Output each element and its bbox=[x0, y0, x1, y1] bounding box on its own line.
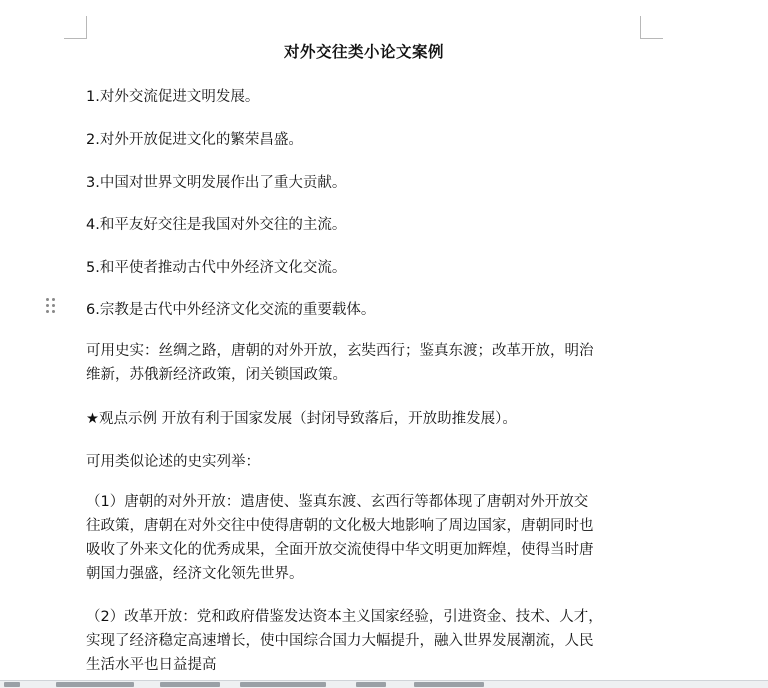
example-1-line-3: 吸收了外来文化的优秀成果，全面开放交流使得中华文明更加辉煌，使得当时唐 bbox=[86, 542, 594, 558]
status-item[interactable] bbox=[240, 682, 326, 687]
history-line-2: 维新，苏俄新经济政策，闭关锁国政策。 bbox=[86, 367, 347, 383]
example-1-line-1: （1）唐朝的对外开放：遣唐使、鉴真东渡、玄西行等都体现了唐朝对外开放交 bbox=[86, 494, 589, 510]
example-1-line-4: 朝国力强盛，经济文化领先世界。 bbox=[86, 566, 304, 582]
history-paragraph bbox=[86, 339, 642, 387]
point-4: 4.和平友好交往是我国对外交往的主流。 bbox=[86, 217, 347, 233]
example-1-paragraph bbox=[86, 490, 642, 586]
example-1-line-2: 往政策，唐朝在对外交往中使得唐朝的文化极大地影响了周边国家，唐朝同时也 bbox=[86, 518, 594, 534]
example-2-line-3: 生活水平也日益提高 bbox=[86, 657, 217, 673]
example-2-line-2: 实现了经济稳定高速增长，使中国综合国力大幅提升，融入世界发展潮流，人民 bbox=[86, 633, 594, 649]
point-3: 3.中国对世界文明发展作出了重大贡献。 bbox=[86, 175, 347, 191]
point-6: 6.宗教是古代中外经济文化交流的重要载体。 bbox=[86, 302, 376, 318]
page-corner-mark-right bbox=[640, 16, 663, 39]
point-5: 5.和平使者推动古代中外经济文化交流。 bbox=[86, 260, 347, 276]
status-item[interactable] bbox=[414, 682, 484, 687]
point-2: 2.对外开放促进文化的繁荣昌盛。 bbox=[86, 132, 303, 148]
example-2-line-1: （2）改革开放：党和政府借鉴发达资本主义国家经验，引进资金、技术、人才， bbox=[86, 609, 603, 625]
page-corner-mark-left bbox=[64, 16, 87, 39]
example-2-paragraph bbox=[86, 605, 642, 677]
history-line-1: 可用史实：丝绸之路，唐朝的对外开放，玄奘西行；鉴真东渡；改革开放，明治 bbox=[86, 343, 594, 359]
status-item[interactable] bbox=[56, 682, 134, 687]
status-item[interactable] bbox=[4, 682, 20, 687]
point-1: 1.对外交流促进文明发展。 bbox=[86, 89, 260, 105]
status-item[interactable] bbox=[160, 682, 220, 687]
drag-handle-icon[interactable] bbox=[46, 298, 56, 314]
document-title: 对外交往类小论文案例 bbox=[283, 43, 444, 61]
viewpoint-example: ★观点示例 开放有利于国家发展（封闭导致落后，开放助推发展）。 bbox=[86, 411, 517, 427]
status-item[interactable] bbox=[356, 682, 386, 687]
similar-facts-heading: 可用类似论述的史实列举： bbox=[86, 454, 260, 470]
